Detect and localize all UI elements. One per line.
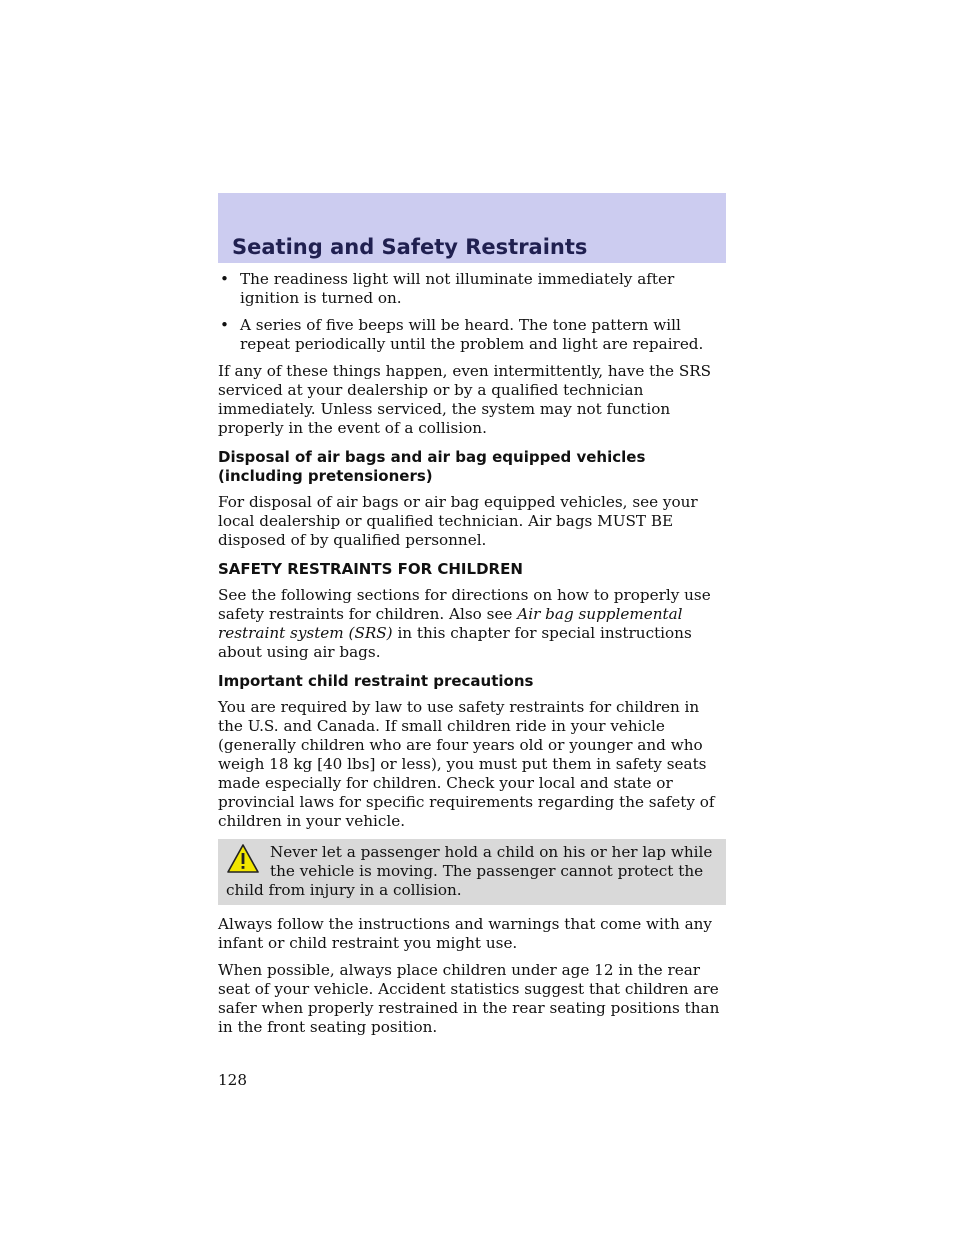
airbag-srs-reference: Air bag supplemental restraint system (SRS) bbox=[218, 605, 683, 642]
section-header-band bbox=[218, 193, 726, 263]
warning-line-rest: vehicle is moving. The passenger cannot protect the child from injury in a collision. bbox=[226, 862, 704, 899]
bullet-dot: • bbox=[220, 316, 229, 334]
precautions-paragraph: You are required by law to use safety restraints for children in the U.S. and Canada. If small children ride in your vehicle (generally children who are four years old or younger and who weigh 18 kg [40 lbs] or less), you must put them in safety seats made especially for children. Check your local and state or provincial laws for specific requirements regarding the safety of children in your vehicle. bbox=[218, 698, 715, 830]
disposal-heading: Disposal of air bags and air bag equipped vehicles (including pretensioners) bbox=[218, 448, 646, 485]
bullet-text: The readiness light will not illuminate immediately after ignition is turned on. bbox=[240, 270, 675, 307]
bullet-text: A series of five beeps will be heard. The tone pattern will repeat periodically until the problem and light are repaired. bbox=[240, 316, 704, 353]
warning-line-1: Never let a passenger hold a child on his or her lap while the bbox=[270, 843, 713, 880]
precautions-heading: Important child restraint precautions bbox=[218, 672, 534, 690]
section-title: Seating and Safety Restraints bbox=[232, 235, 588, 259]
children-text-before: See the following sections for directions on how to properly use safety restraints for children. Also see bbox=[218, 586, 711, 623]
rear-seat-paragraph: When possible, always place children under age 12 in the rear seat of your vehicle. Accident statistics suggest that children are safer when properly restrained in the rear seating positions than in the front seating position. bbox=[218, 961, 720, 1036]
disposal-paragraph: For disposal of air bags or air bag equipped vehicles, see your local dealership or qualified technician. Air bags MUST BE disposed of by qualified personnel. bbox=[218, 493, 698, 549]
children-text-after: in this chapter for special instructions about using air bags. bbox=[218, 624, 692, 661]
page-content bbox=[218, 270, 726, 1045]
children-heading: SAFETY RESTRAINTS FOR CHILDREN bbox=[218, 560, 523, 578]
bullet-dot: • bbox=[220, 270, 229, 288]
page-number: 128 bbox=[218, 1071, 247, 1089]
warning-triangle-icon bbox=[226, 843, 260, 875]
children-paragraph bbox=[218, 586, 726, 662]
bullet-item bbox=[218, 316, 726, 354]
instructions-paragraph: Always follow the instructions and warnings that come with any infant or child restraint you might use. bbox=[218, 915, 713, 952]
srs-service-paragraph: If any of these things happen, even intermittently, have the SRS serviced at your dealership or by a qualified technician immediately. Unless serviced, the system may not function properly in the event of a collision. bbox=[218, 362, 712, 437]
bullet-item bbox=[218, 270, 726, 308]
warning-text bbox=[226, 843, 712, 899]
warning-box bbox=[218, 839, 726, 905]
